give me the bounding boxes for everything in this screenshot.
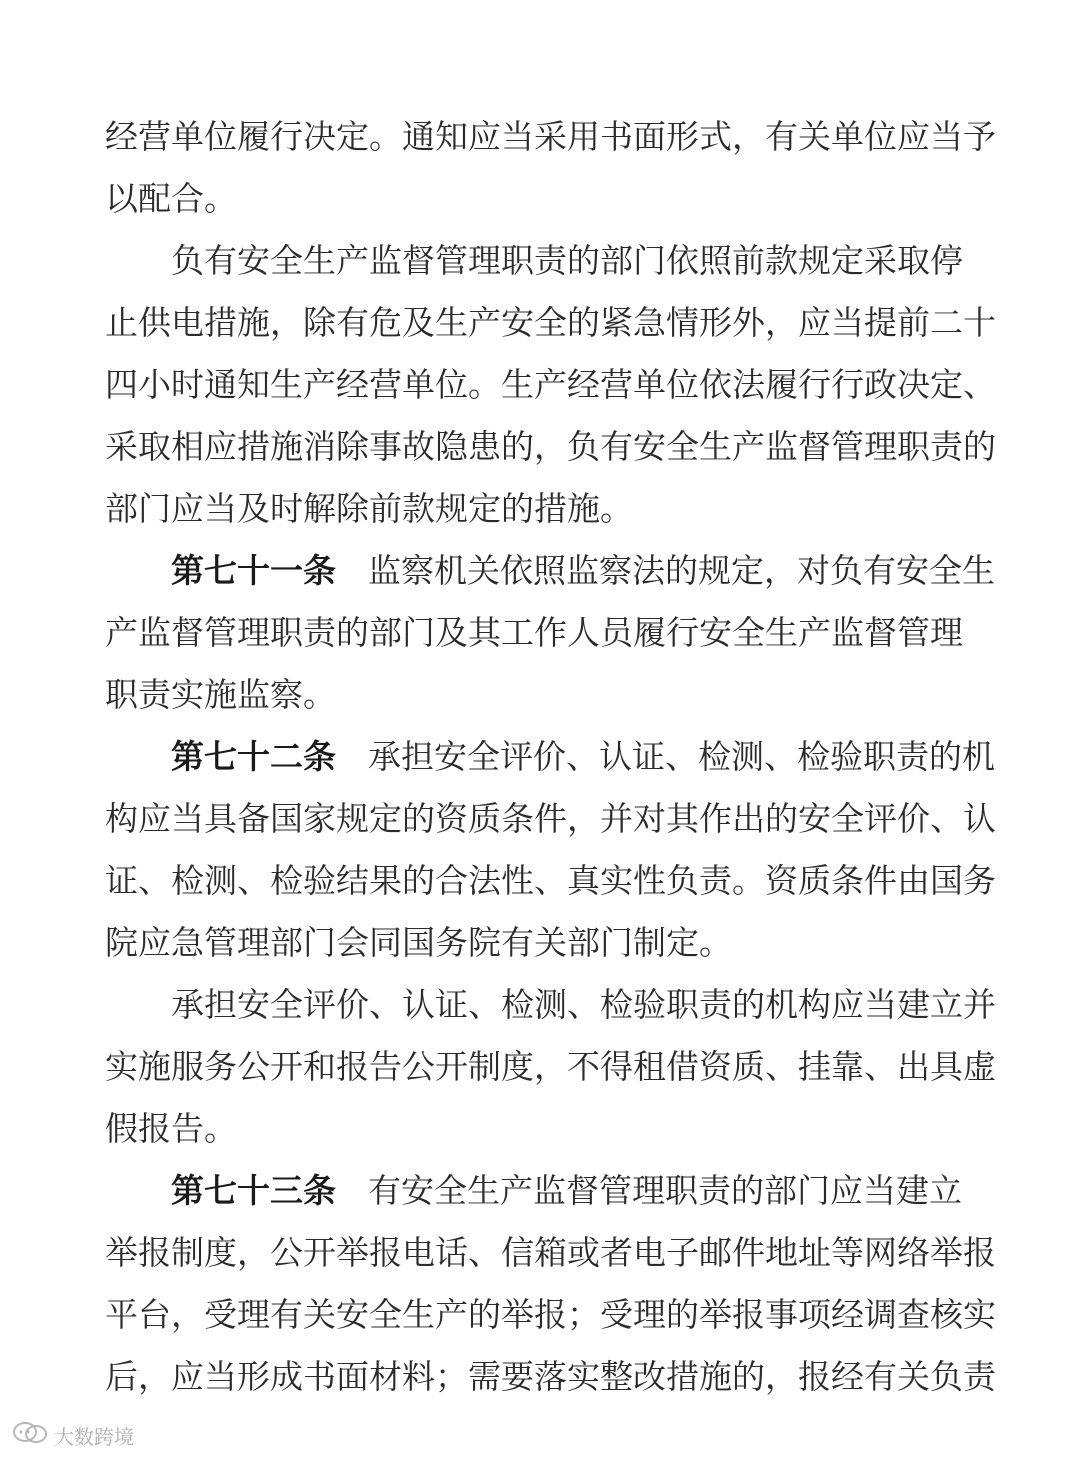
text-line: 采取相应措施消除事故隐患的，负有安全生产监督管理职责的 [105,427,996,466]
article-text: 有安全生产监督管理职责的部门应当建立 [368,1171,962,1210]
text-line: 负有安全生产监督管理职责的部门依照前款规定采取停 [171,241,963,280]
text-line: 产监督管理职责的部门及其工作人员履行安全生产监督管理 [105,613,963,652]
text-line: 职责实施监察。 [105,675,336,714]
text-line: 构应当具备国家规定的资质条件，并对其作出的安全评价、认 [105,799,996,838]
article-line [105,726,995,788]
article-number: 第七十三条 [171,1171,336,1210]
text-line: 承担安全评价、认证、检测、检验职责的机构应当建立并 [171,985,996,1024]
document-page [105,106,996,1408]
text-line: 实施服务公开和报告公开制度，不得租借资质、挂靠、出具虚 [105,1047,996,1086]
article-text: 监察机关依照监察法的规定，对负有安全生 [368,551,995,590]
text-line: 举报制度，公开举报电话、信箱或者电子邮件地址等网络举报 [105,1233,996,1272]
text-line: 以配合。 [105,179,237,218]
text-line: 经营单位履行决定。通知应当采用书面形式，有关单位应当予 [105,117,996,156]
text-line: 院应急管理部门会同国务院有关部门制定。 [105,923,732,962]
watermark [12,1420,134,1451]
text-line: 证、检测、检验结果的合法性、真实性负责。资质条件由国务 [105,861,996,900]
article-number: 第七十二条 [171,737,336,776]
text-line: 后，应当形成书面材料；需要落实整改措施的，报经有关负责 [105,1357,996,1396]
article-line [105,540,995,602]
article-number: 第七十一条 [171,551,336,590]
article-line [105,1160,977,1222]
text-line: 平台，受理有关安全生产的举报；受理的举报事项经调查核实 [105,1295,996,1334]
chat-bubble-logo-icon [12,1420,48,1451]
article-text: 承担安全评价、认证、检测、检验职责的机 [368,737,995,776]
text-line: 四小时通知生产经营单位。生产经营单位依法履行行政决定、 [105,365,996,404]
watermark-text: 大数跨境 [54,1425,134,1449]
text-line: 假报告。 [105,1109,237,1148]
text-line: 部门应当及时解除前款规定的措施。 [105,489,633,528]
text-line: 止供电措施，除有危及生产安全的紧急情形外，应当提前二十 [105,303,996,342]
